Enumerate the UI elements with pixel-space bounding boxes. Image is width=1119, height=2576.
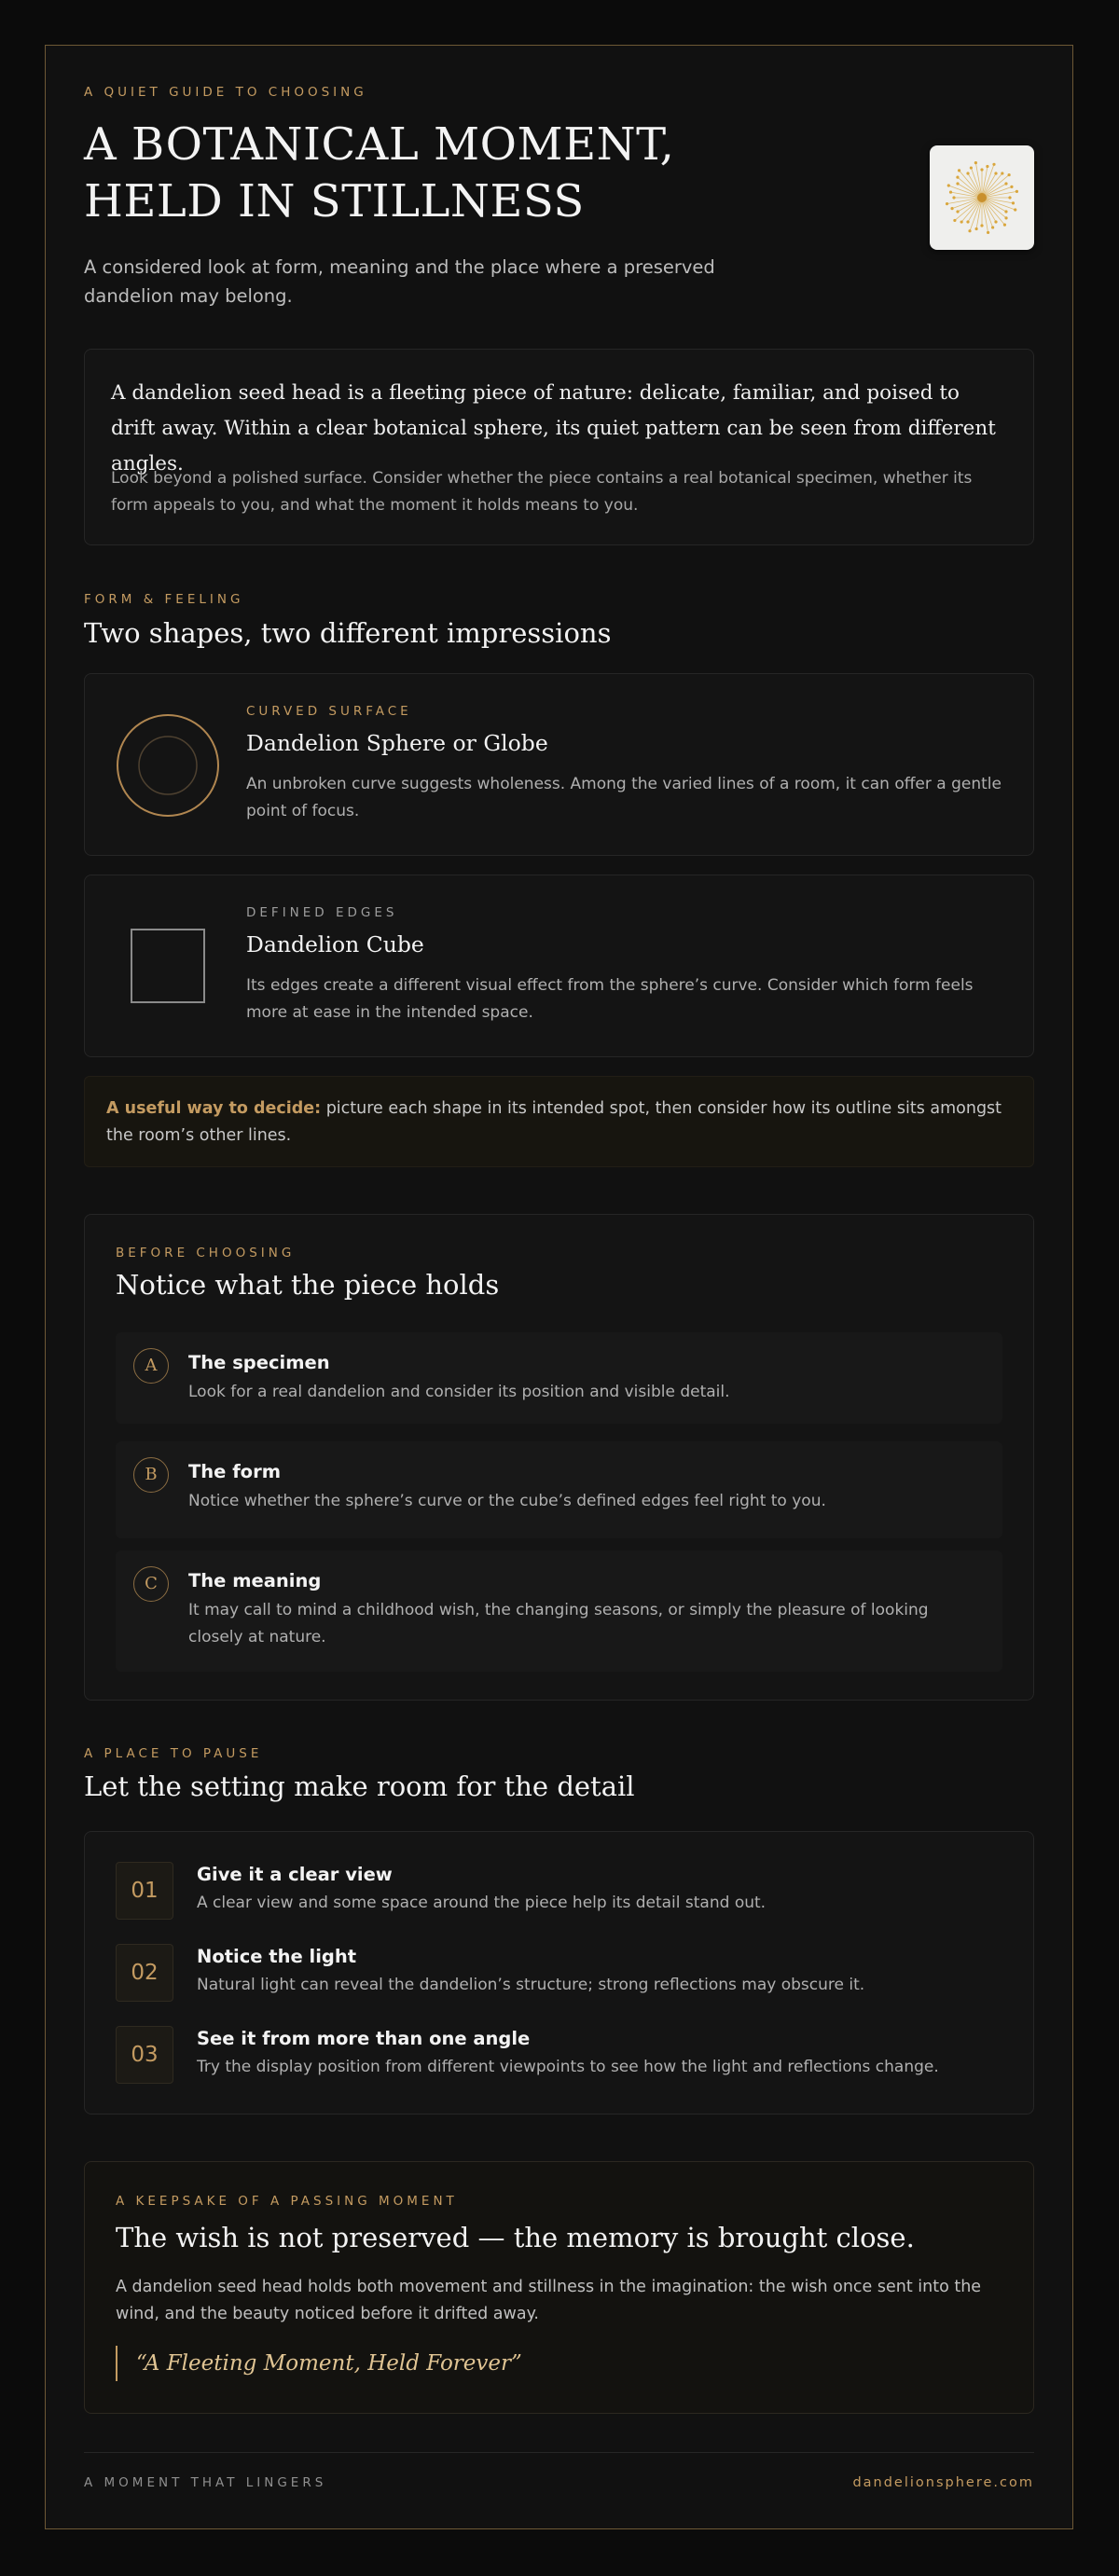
step-body: Try the display position from different viewpoints to see how the light and reflections change. [197, 2058, 939, 2076]
shape-kicker: CURVED SURFACE [246, 704, 412, 719]
steps-card [84, 1831, 1034, 2115]
shape-kicker: DEFINED EDGES [246, 905, 398, 920]
step-number: 03 [116, 2026, 173, 2084]
step-body: A clear view and some space around the piece help its detail stand out. [197, 1894, 767, 1912]
place-section-title: Let the setting make room for the detail [84, 1770, 635, 1802]
sphere-outline-icon [116, 713, 220, 818]
keepsake-body: A dandelion seed head holds both movement and stillness in the imagination: the wish once sent into the wind, and the beauty noticed before it drifted away. [116, 2278, 982, 2323]
keepsake-card [84, 2161, 1034, 2414]
keepsake-title: The wish is not preserved — the memory is brought close. [116, 2222, 915, 2253]
shape-body: An unbroken curve suggests wholeness. Among the varied lines of a room, it can offer a gentle point of focus. [246, 775, 1002, 820]
item-title: The form [188, 1461, 282, 1482]
item-title: The specimen [188, 1352, 330, 1373]
step-number: 02 [116, 1944, 173, 2002]
shape-card-cube [84, 875, 1034, 1057]
item-body: Notice whether the sphere’s curve or the cube’s defined edges feel right to you. [188, 1492, 826, 1510]
step-body: Natural light can reveal the dandelion’s structure; strong reflections may obscure it. [197, 1976, 865, 1994]
intro-body: Look beyond a polished surface. Consider whether the piece contains a real botanical specimen, whether its form appeals to you, and what the moment it holds means to you. [111, 469, 973, 515]
item-title: The meaning [188, 1570, 322, 1591]
shape-title: Dandelion Cube [246, 931, 424, 957]
item-body: Look for a real dandelion and consider its position and visible detail. [188, 1383, 730, 1401]
checklist-item [116, 1441, 1002, 1538]
intro-lead: A dandelion seed head is a fleeting piece of nature: delicate, familiar, and poised to drift away. Within a clear botanical sphere, its quiet pattern can be seen from different angles. [111, 381, 996, 475]
dandelion-seed-head-icon [930, 145, 1034, 250]
checklist-eyebrow: BEFORE CHOOSING [116, 1246, 296, 1260]
footer-tagline: A MOMENT THAT LINGERS [84, 2475, 327, 2490]
item-badge: B [133, 1457, 169, 1493]
checklist-title: Notice what the piece holds [116, 1269, 500, 1301]
step-title: See it from more than one angle [197, 2028, 531, 2049]
hero-title [84, 117, 681, 230]
step-title: Notice the light [197, 1946, 357, 1967]
form-eyebrow: FORM & FEELING [84, 592, 244, 607]
step-number: 01 [116, 1862, 173, 1920]
checklist-item [116, 1550, 1002, 1672]
item-badge: A [133, 1348, 169, 1384]
tip-label: A useful way to decide: [106, 1099, 322, 1118]
place-eyebrow: A PLACE TO PAUSE [84, 1746, 263, 1761]
item-badge: C [133, 1566, 169, 1602]
checklist-item [116, 1332, 1002, 1424]
decision-tip [84, 1076, 1034, 1167]
hero-title-line-1: A BOTANICAL MOMENT, [84, 118, 675, 171]
keepsake-eyebrow: A KEEPSAKE OF A PASSING MOMENT [116, 2194, 458, 2209]
footer-site-link[interactable]: dandelionsphere.com [852, 2475, 1034, 2490]
hero-thumbnail [930, 145, 1034, 250]
footer-divider [84, 2452, 1034, 2453]
hero-title-line-2: HELD IN STILLNESS [84, 175, 585, 227]
keepsake-quote: “A Fleeting Moment, Held Forever” [116, 2346, 522, 2381]
shape-card-sphere [84, 673, 1034, 856]
item-body: It may call to mind a childhood wish, the changing seasons, or simply the pleasure of looking closely at nature. [188, 1601, 929, 1646]
page-frame [45, 45, 1073, 2529]
hero-subtitle: A considered look at form, meaning and the place where a preserved dandelion may belong. [84, 256, 715, 307]
hero-eyebrow: A QUIET GUIDE TO CHOOSING [84, 85, 367, 100]
form-section-title: Two shapes, two different impressions [84, 617, 612, 649]
step-title: Give it a clear view [197, 1864, 393, 1885]
intro-card [84, 349, 1034, 545]
shape-body: Its edges create a different visual effect from the sphere’s curve. Consider which form feels more at ease in the intended space. [246, 976, 974, 1022]
cube-outline-icon [131, 929, 205, 1003]
tip-text: picture each shape in its intended spot, then consider how its outline sits amongst the room’s other lines. [106, 1099, 1002, 1145]
shape-title: Dandelion Sphere or Globe [246, 730, 548, 756]
checklist-card [84, 1214, 1034, 1701]
